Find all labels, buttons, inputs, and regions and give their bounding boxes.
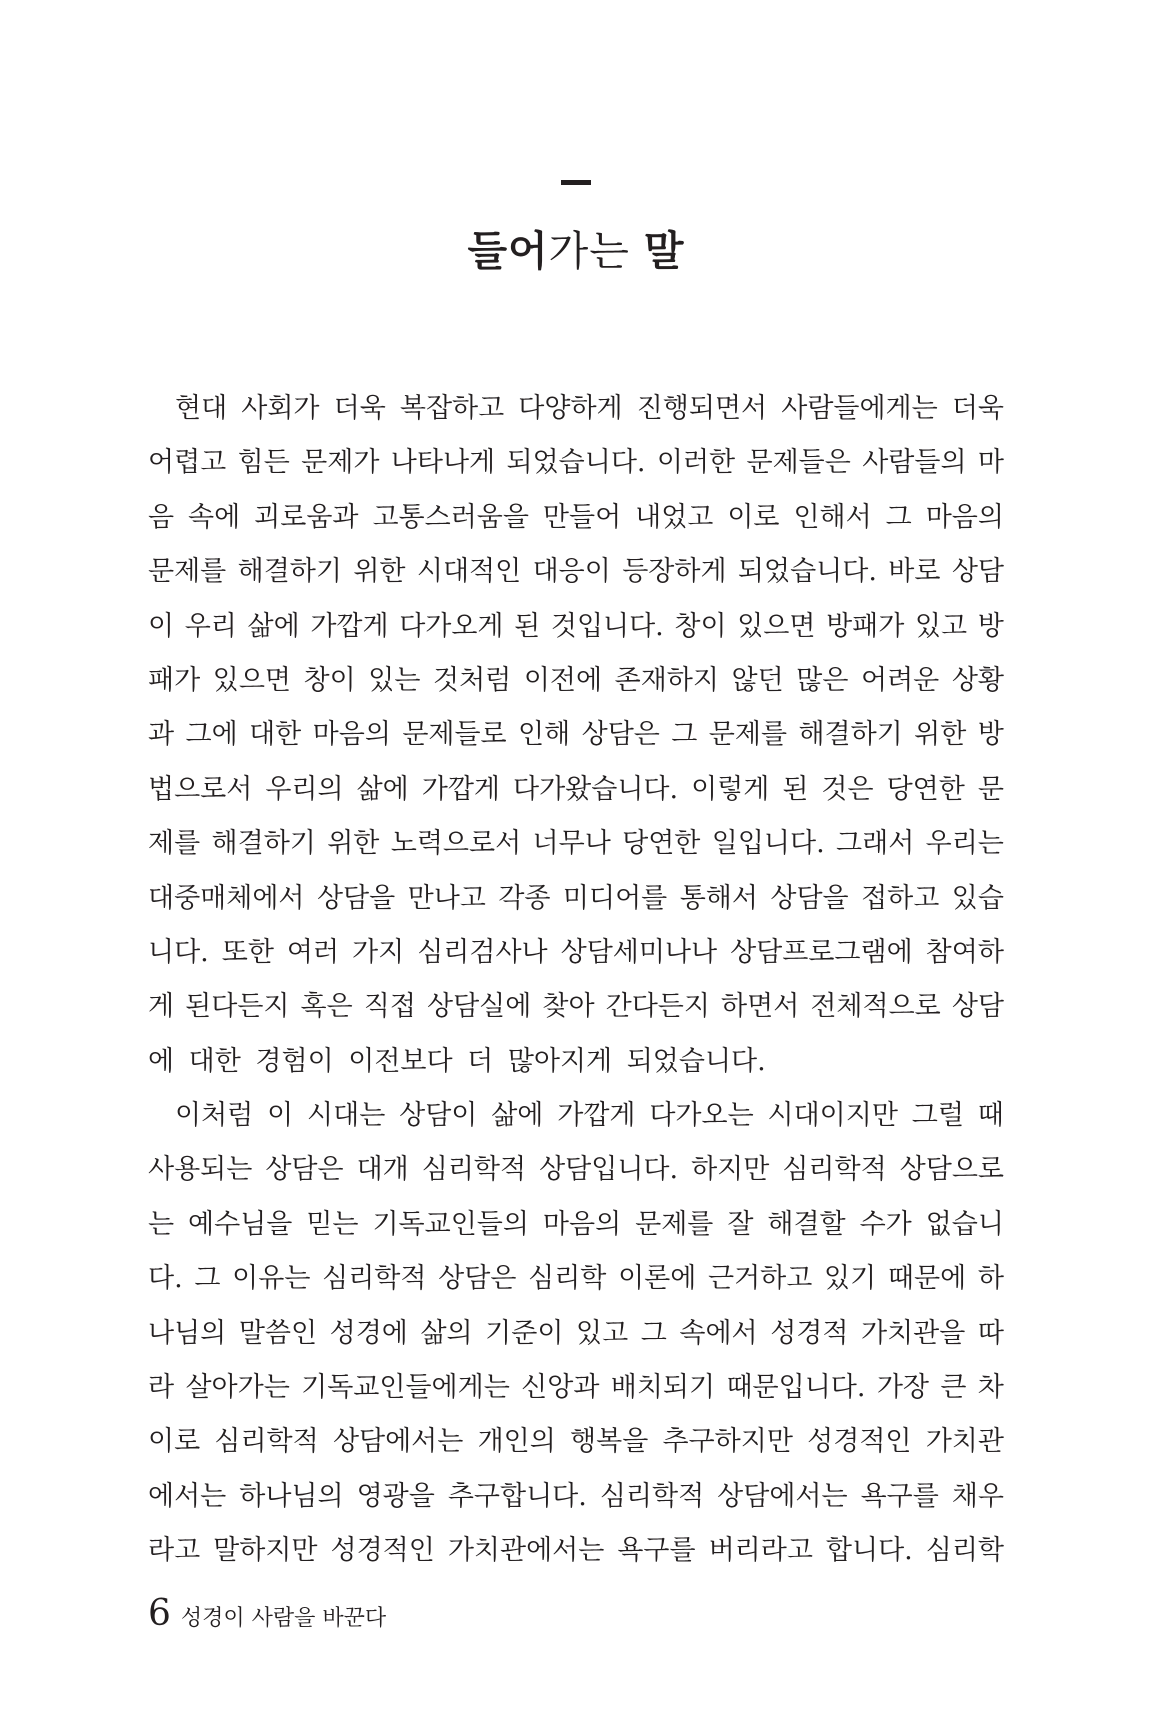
text-line: 사용되는 상담은 대개 심리학적 상담입니다. 하지만 심리학적 상담으로 (148, 1154, 1004, 1186)
title-part-3: 말 (643, 227, 685, 275)
text-line: 제를 해결하기 위한 노력으로서 너무나 당연한 일입니다. 그래서 우리는 (148, 828, 1004, 860)
running-title: 성경이 사람을 바꾼다 (180, 1606, 387, 1631)
text-line: 문제를 해결하기 위한 시대적인 대응이 등장하게 되었습니다. 바로 상담 (148, 556, 1004, 588)
text-line: 라 살아가는 기독교인들에게는 신앙과 배치되기 때문입니다. 가장 큰 차 (148, 1372, 1004, 1404)
text-line: 대중매체에서 상담을 만나고 각종 미디어를 통해서 상담을 접하고 있습 (148, 882, 1004, 914)
page-footer (148, 1593, 386, 1634)
heading-rule (561, 180, 591, 185)
chapter-title (0, 218, 1152, 277)
body-text (148, 382, 1004, 1579)
title-part-1: 들어 (467, 227, 549, 275)
text-line: 게 된다든지 혹은 직접 상담실에 찾아 간다든지 하면서 전체적으로 상담 (148, 991, 1004, 1023)
text-line: 다. 그 이유는 심리학적 상담은 심리학 이론에 근거하고 있기 때문에 하 (148, 1263, 1004, 1295)
text-line: 과 그에 대한 마음의 문제들로 인해 상담은 그 문제를 해결하기 위한 방 (148, 719, 1004, 751)
text-line: 이 우리 삶에 가깝게 다가오게 된 것입니다. 창이 있으면 방패가 있고 방 (148, 610, 1004, 642)
page-number: 6 (148, 1593, 171, 1634)
text-line: 법으로서 우리의 삶에 가깝게 다가왔습니다. 이렇게 된 것은 당연한 문 (148, 773, 1004, 805)
text-line: 에서는 하나님의 영광을 추구합니다. 심리학적 상담에서는 욕구를 채우 (148, 1480, 1004, 1512)
text-line: 라고 말하지만 성경적인 가치관에서는 욕구를 버리라고 합니다. 심리학 (148, 1535, 1004, 1567)
text-line: 음 속에 괴로움과 고통스러움을 만들어 내었고 이로 인해서 그 마음의 (148, 501, 1004, 533)
text-line: 이처럼 이 시대는 상담이 삶에 가깝게 다가오는 시대이지만 그럴 때 (175, 1100, 1004, 1132)
text-line: 는 예수님을 믿는 기독교인들의 마음의 문제를 잘 해결할 수가 없습니 (148, 1208, 1004, 1240)
text-line: 패가 있으면 창이 있는 것처럼 이전에 존재하지 않던 많은 어려운 상황 (148, 664, 1004, 696)
title-part-2: 가는 (548, 227, 644, 275)
text-line: 현대 사회가 더욱 복잡하고 다양하게 진행되면서 사람들에게는 더욱 (175, 393, 1004, 424)
text-line: 이로 심리학적 상담에서는 개인의 행복을 추구하지만 성경적인 가치관 (148, 1426, 1004, 1458)
text-line: 어렵고 힘든 문제가 나타나게 되었습니다. 이러한 문제들은 사람들의 마 (148, 447, 1004, 479)
text-line: 니다. 또한 여러 가지 심리검사나 상담세미나나 상담프로그램에 참여하 (148, 936, 1004, 968)
text-line: 나님의 말씀인 성경에 삶의 기준이 있고 그 속에서 성경적 가치관을 따 (148, 1317, 1004, 1349)
text-line: 에 대한 경험이 이전보다 더 많아지게 되었습니다. (148, 1045, 766, 1077)
